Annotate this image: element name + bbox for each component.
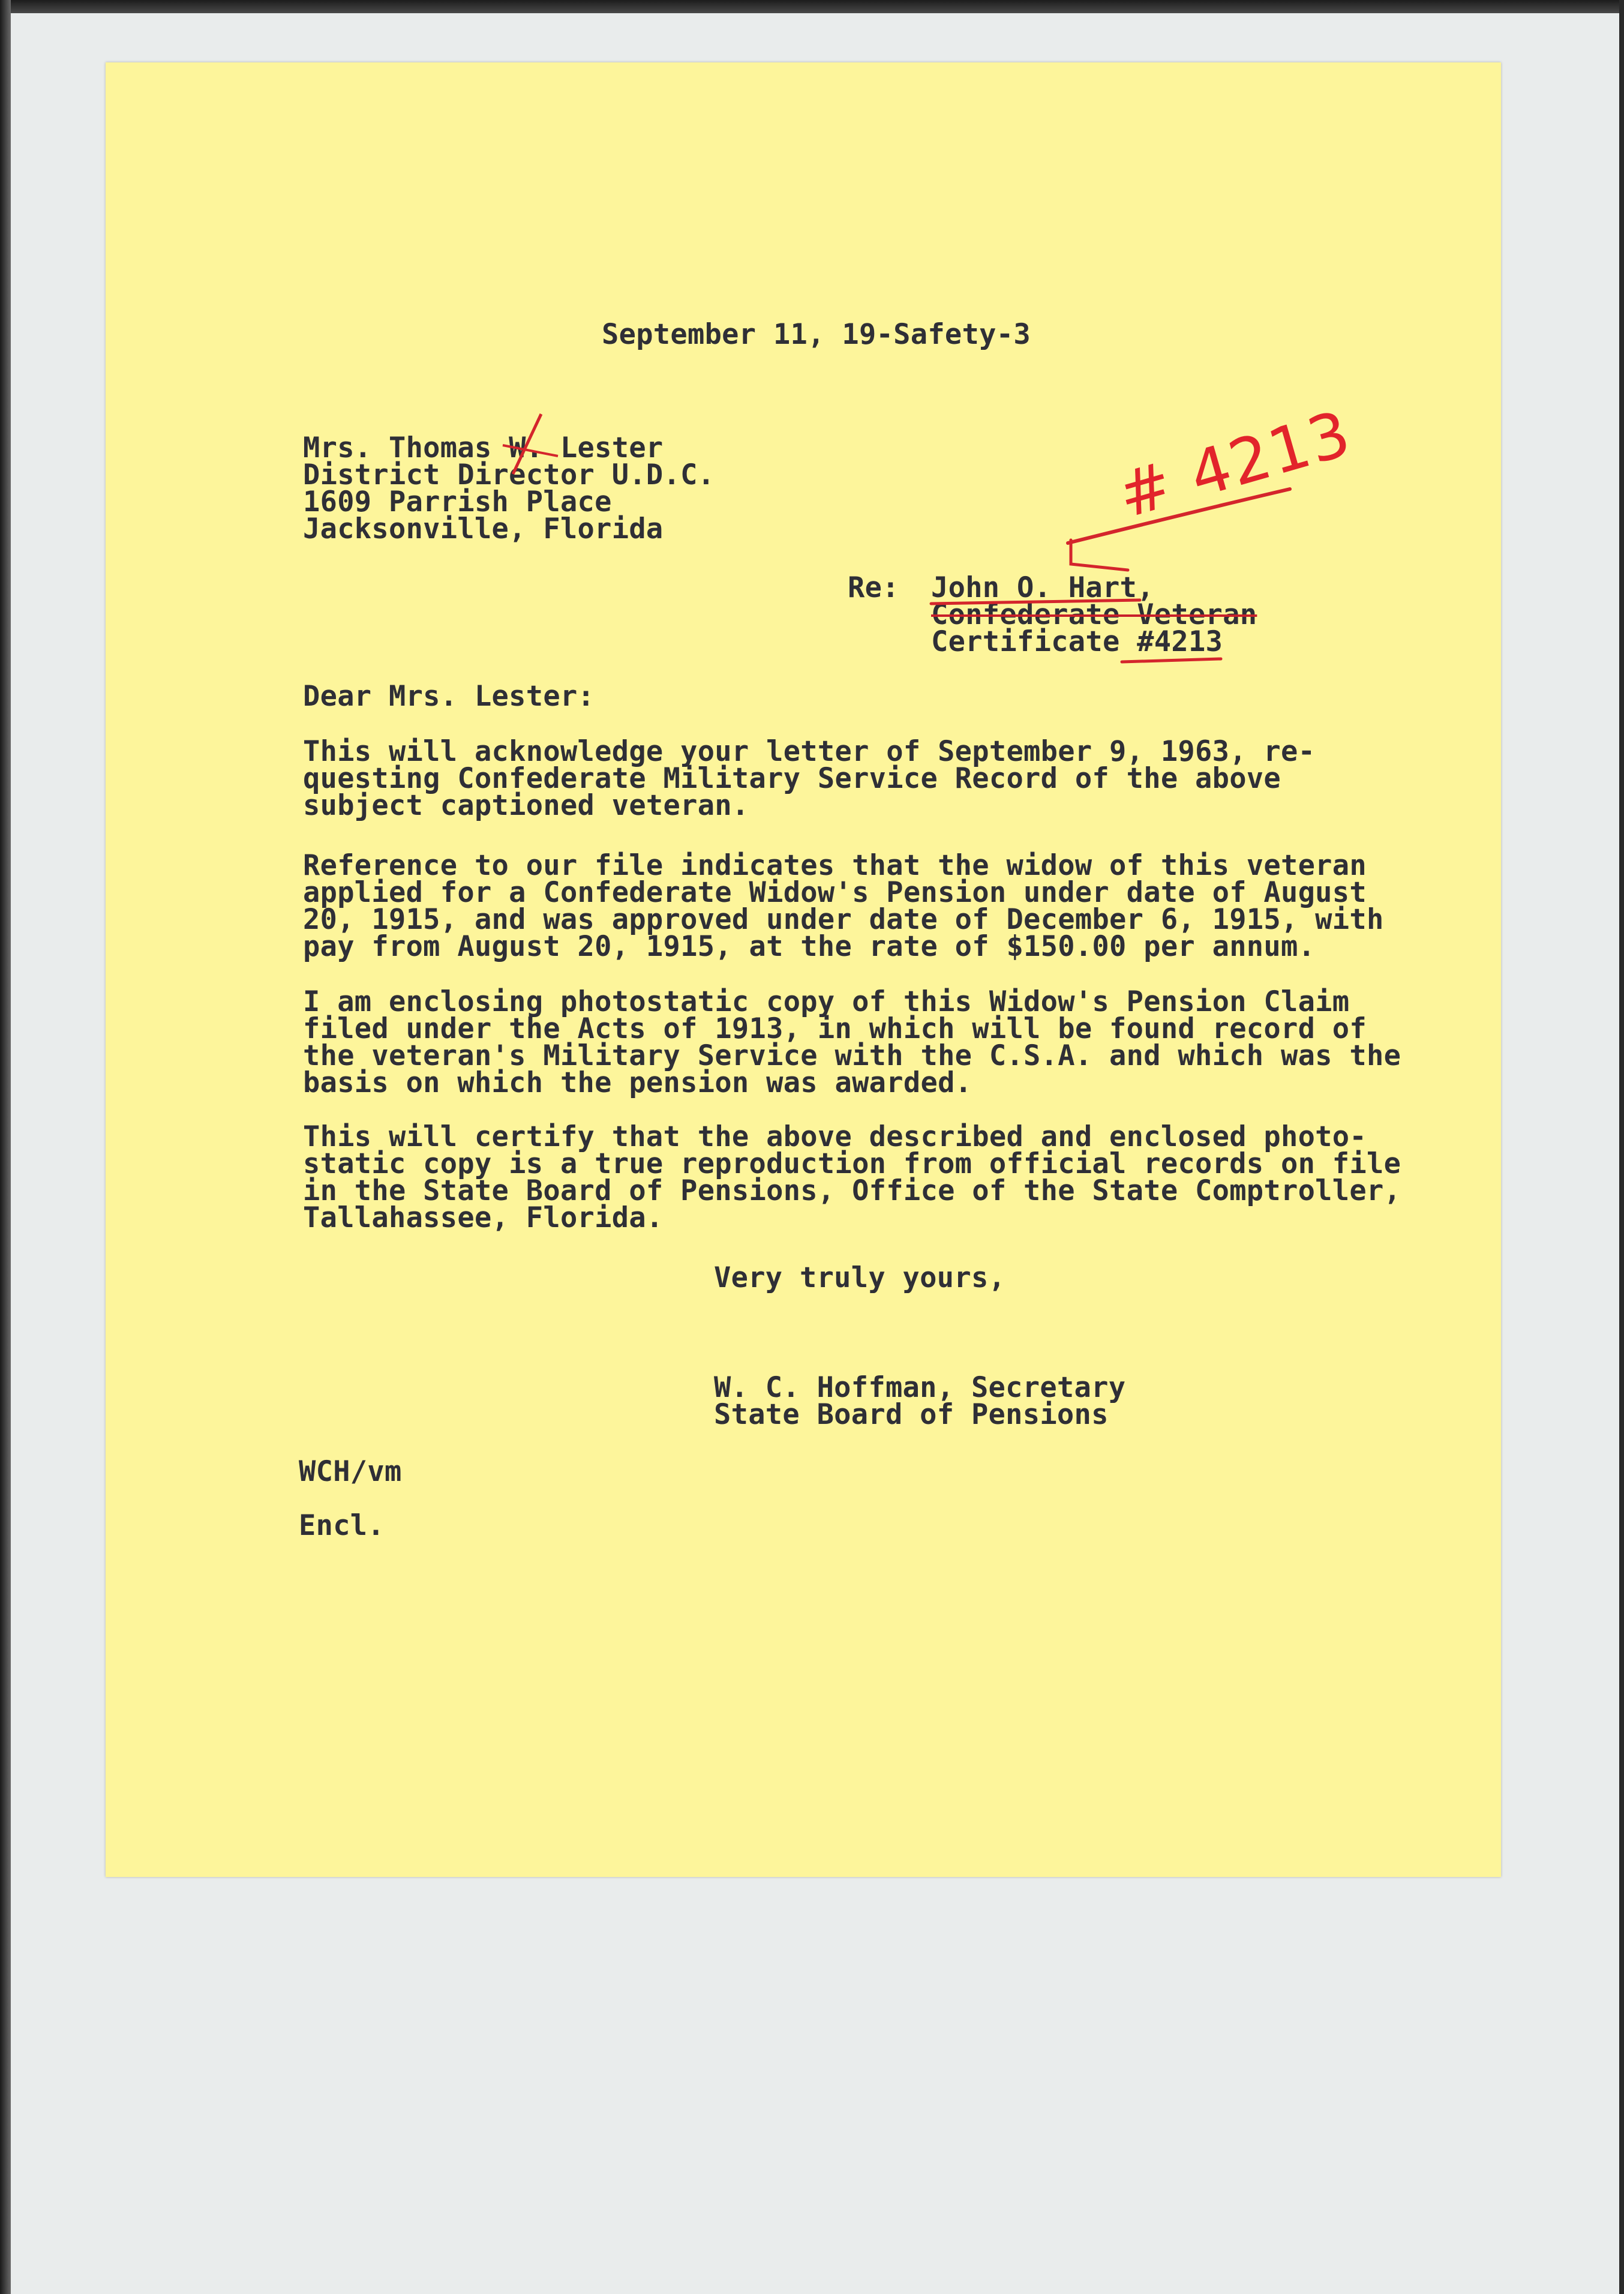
enclosure-note: Encl.: [299, 1509, 385, 1542]
paragraph-3-line: I am enclosing photostatic copy of this Widow's Pension Claim: [303, 985, 1350, 1018]
signature-title: State Board of Pensions: [714, 1398, 1109, 1431]
paragraph-4-line: static copy is a true reproduction from official records on file: [303, 1147, 1401, 1180]
signature-name: W. C. Hoffman, Secretary: [714, 1371, 1126, 1404]
recipient-city: Jacksonville, Florida: [303, 512, 664, 545]
paragraph-1-line: questing Confederate Military Service Record of the above: [303, 762, 1281, 795]
paragraph-1-line: subject captioned veteran.: [303, 789, 749, 822]
red-underline-name: [931, 600, 1140, 604]
paragraph-4-line: Tallahassee, Florida.: [303, 1201, 664, 1234]
paragraph-3-line: filed under the Acts of 1913, in which will be found record of: [303, 1012, 1367, 1045]
paragraph-3-line: the veteran's Military Service with the C.S.A. and which was the: [303, 1039, 1401, 1072]
re-veteran-name: John O. Hart,: [931, 571, 1154, 604]
recipient-title: District Director U.D.C.: [303, 458, 715, 491]
recipient-street: 1609 Parrish Place: [303, 485, 612, 518]
red-strike-mark: [503, 445, 558, 456]
paragraph-2-line: Reference to our file indicates that the widow of this veteran: [303, 849, 1367, 882]
paragraph-4-line: This will certify that the above described and enclosed photo-: [303, 1120, 1367, 1153]
paragraph-1-line: This will acknowledge your letter of September 9, 1963, re-: [303, 735, 1316, 768]
letter-date: September 11, 19-Safety-3: [602, 318, 1031, 351]
paragraph-3-line: basis on which the pension was awarded.: [303, 1066, 972, 1099]
re-veteran-status: Confederate Veteran: [931, 598, 1257, 631]
re-certificate: Certificate #4213: [931, 625, 1223, 658]
red-bracket-mark: [1071, 540, 1128, 570]
handwritten-certificate-number: # 4213: [1110, 396, 1359, 533]
closing: Very truly yours,: [714, 1261, 1006, 1294]
red-strike-mark: [513, 414, 541, 474]
recipient-name: Mrs. Thomas W. Lester: [303, 431, 664, 464]
paragraph-2-line: pay from August 20, 1915, at the rate of $150.00 per annum.: [303, 930, 1316, 963]
red-underline-stroke: [1068, 489, 1290, 543]
typist-initials: WCH/vm: [299, 1455, 402, 1488]
paragraph-4-line: in the State Board of Pensions, Office of the State Comptroller,: [303, 1174, 1401, 1207]
paragraph-2-line: 20, 1915, and was approved under date of December 6, 1915, with: [303, 903, 1384, 936]
red-underline-certificate: [1122, 659, 1221, 662]
salutation: Dear Mrs. Lester:: [303, 680, 595, 713]
paragraph-2-line: applied for a Confederate Widow's Pension under date of August: [303, 876, 1367, 909]
re-label: Re:: [848, 571, 899, 604]
